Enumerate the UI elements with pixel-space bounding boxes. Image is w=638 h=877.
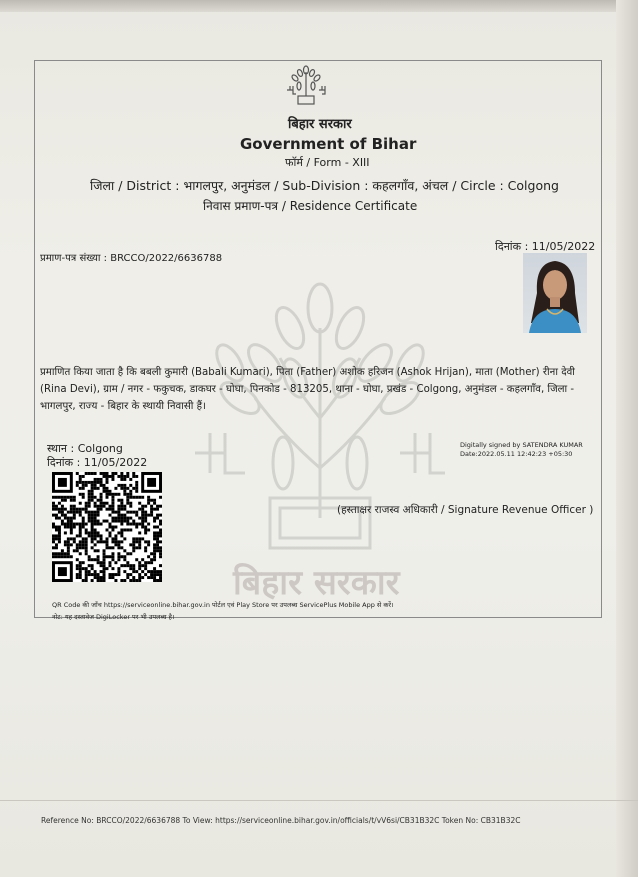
bihar-emblem-icon [284, 64, 328, 108]
issue-date-top: दिनांक : 11/05/2022 [495, 240, 596, 253]
qr-code[interactable] [52, 472, 162, 582]
certificate-number: प्रमाण-पत्र संख्या : BRCCO/2022/6636788 [40, 253, 223, 264]
certificate-type: निवास प्रमाण-पत्र / Residence Certificate [203, 199, 418, 213]
digital-signature-name: Digitally signed by SATENDRA KUMAR [460, 441, 583, 449]
form-number: फॉर्म / Form - XIII [285, 156, 370, 169]
qr-verification-note: QR Code की जाँच https://serviceonline.bihar.gov.in पोर्टल एवं Play Store पर उपलब्ध ServicePlus Mobile App से करें। [52, 601, 394, 609]
scan-right-edge [616, 0, 638, 877]
government-title: Government of Bihar [240, 135, 417, 153]
digilocker-note: नोट: यह दस्तावेज DigiLocker पर भी उपलब्ध है। [52, 613, 175, 621]
state-name-hindi: बिहार सरकार [288, 117, 352, 132]
applicant-photo [523, 253, 587, 333]
bihar-emblem-watermark [195, 268, 445, 598]
reference-footer: Reference No: BRCCO/2022/6636788 To View: https://serviceonline.bihar.gov.in/officials/t/vV6si/CB31B32C Token No: CB31B32C [41, 816, 521, 825]
page-fold-line [0, 800, 638, 801]
issue-date-bottom: दिनांक : 11/05/2022 [47, 456, 148, 469]
place-of-issue: स्थान : Colgong [47, 442, 123, 455]
watermark-text: बिहार सरकार [233, 563, 400, 603]
digital-signature-date: Date:2022.05.11 12:42:23 +05:30 [460, 450, 573, 458]
officer-signature-label: (हस्ताक्षर राजस्व अधिकारी / Signature Revenue Officer ) [337, 504, 594, 516]
district-line: जिला / District : भागलपुर, अनुमंडल / Sub-Division : कहलगाँव, अंचल / Circle : Colgong [90, 178, 559, 193]
certificate-statement: प्रमाणित किया जाता है कि बबली कुमारी (Babali Kumari), पिता (Father) अशोक हरिजन (Ashok Hrijan), माता (Mother) रीना देवी (Rina Devi), ग्राम / नगर - फकुचक, डाकघर - घोघा, पिनकोड - 813205, थाना - घोघा, प्रखंड - Colgong, अनुमंडल - कहलगाँव, जिला - भागलपुर, राज्य - बिहार के स्थायी निवासी हैं। [40, 367, 575, 412]
scan-top-edge [0, 0, 638, 12]
